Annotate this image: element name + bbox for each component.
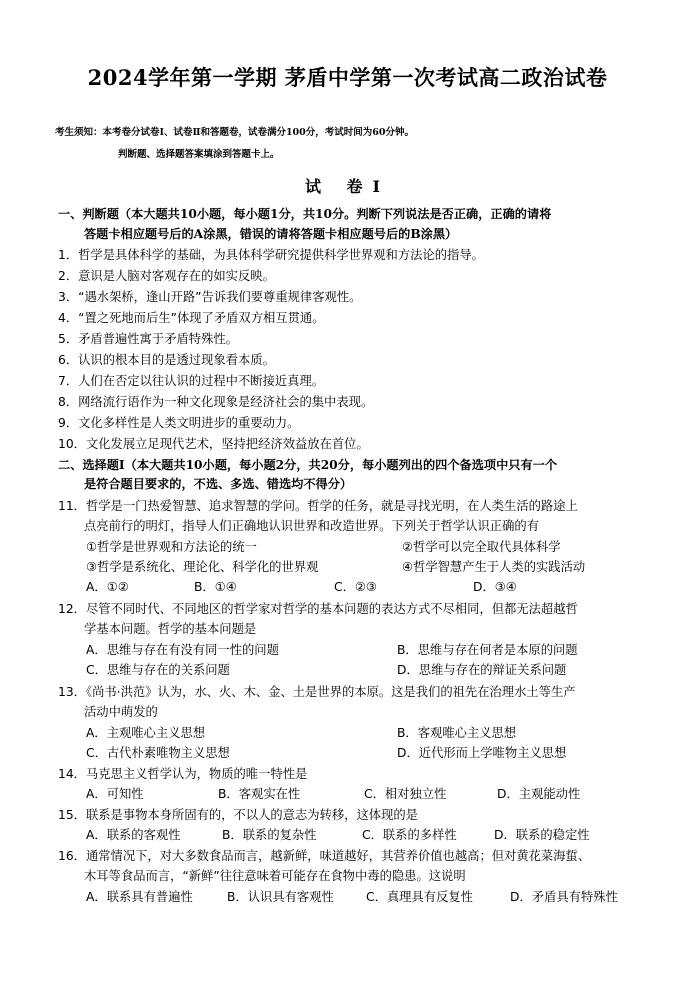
judge-item-6: 6．认识的根本目的是透过现象看本质。 xyxy=(58,353,275,367)
q16-stem-line2: 木耳等食品而言，“新鲜”往往意味着可能存在食物中毒的隐患。这说明 xyxy=(84,869,466,883)
judge-item-8: 8．网络流行语作为一种文化现象是经济社会的集中表现。 xyxy=(58,395,374,409)
q12-option-c: C．思维与存在的关系问题 xyxy=(86,663,230,677)
exam-title: 2024学年第一学期 茅盾中学第一次考试高二政治试卷 xyxy=(87,65,608,90)
q11-option-d: D．③④ xyxy=(473,580,517,594)
judge-item-2: 2．意识是人脑对客观存在的如实反映。 xyxy=(58,269,275,283)
q12-stem-line1: 12．尽管不同时代、不同地区的哲学家对哲学的基本问题的表达方式不尽相同，但都无法超越哲 xyxy=(58,602,578,616)
q12-stem-line2: 学基本问题。哲学的基本问题是 xyxy=(84,622,257,636)
judge-item-7: 7．人们在否定以往认识的过程中不断接近真理。 xyxy=(58,374,325,388)
q16-option-b: B．认识具有客观性 xyxy=(227,890,334,904)
q11-option-c: C．②③ xyxy=(334,580,377,594)
q13-option-c: C．古代朴素唯物主义思想 xyxy=(86,746,230,760)
judge-item-1: 1．哲学是具体科学的基础，为具体科学研究提供科学世界观和方法论的指导。 xyxy=(58,248,484,262)
q11-statement-4: ④哲学智慧产生于人类的实践活动 xyxy=(402,560,586,574)
q16-option-d: D．矛盾具有特殊性 xyxy=(510,890,618,904)
notice-line-1: 考生须知：本考卷分试卷Ⅰ、试卷Ⅱ和答题卷，试卷满分100分，考试时间为60分钟。 xyxy=(55,127,415,138)
judge-item-4: 4．“置之死地而后生”体现了矛盾双方相互贯通。 xyxy=(58,311,325,325)
q14-option-a: A．可知性 xyxy=(86,787,144,801)
q15-option-d: D．联系的稳定性 xyxy=(494,828,590,842)
q16-option-a: A．联系具有普遍性 xyxy=(86,890,193,904)
q14-option-c: C．相对独立性 xyxy=(364,787,447,801)
q14-option-b: B．客观实在性 xyxy=(218,787,301,801)
q12-option-b: B．思维与存在何者是本原的问题 xyxy=(397,643,578,657)
part1-heading-line2: 答题卡相应题号后的A涂黑，错误的请将答题卡相应题号后的B涂黑） xyxy=(84,227,458,241)
q12-option-a: A．思维与存在有没有同一性的问题 xyxy=(86,643,279,657)
q15-option-a: A．联系的客观性 xyxy=(86,828,181,842)
part1-heading-line1: 一、判断题（本大题共10小题，每小题1分，共10分。判断下列说法是否正确，正确的请将 xyxy=(58,207,552,221)
q16-option-c: C．真理具有反复性 xyxy=(366,890,473,904)
q12-option-d: D．思维与存在的辩证关系问题 xyxy=(397,663,567,677)
q15-option-b: B．联系的复杂性 xyxy=(222,828,317,842)
q13-option-a: A．主观唯心主义思想 xyxy=(86,726,206,740)
q11-stem-line2: 点亮前行的明灯，指导人们正确地认识世界和改造世界。下列关于哲学认识正确的有 xyxy=(84,519,539,533)
q11-statement-2: ②哲学可以完全取代具体科学 xyxy=(402,540,561,554)
q11-statement-1: ①哲学是世界观和方法论的统一 xyxy=(86,540,257,554)
q13-stem-line1: 13．《尚书·洪范》认为，水、火、木、金、土是世界的本原。这是我们的祖先在治理水土等生产 xyxy=(58,685,576,699)
q13-option-b: B．客观唯心主义思想 xyxy=(397,726,517,740)
section-title: 试 卷Ⅰ xyxy=(304,177,391,196)
q13-option-d: D．近代形而上学唯物主义思想 xyxy=(397,746,567,760)
q11-stem-line1: 11．哲学是一门热爱智慧、追求智慧的学问。哲学的任务，就是寻找光明，在人类生活的路途上 xyxy=(58,499,578,513)
judge-item-5: 5．矛盾普遍性寓于矛盾特殊性。 xyxy=(58,332,238,346)
q15-option-c: C．联系的多样性 xyxy=(362,828,457,842)
q11-option-a: A．①② xyxy=(86,580,129,594)
q11-statement-3: ③哲学是系统化、理论化、科学化的世界观 xyxy=(86,560,319,574)
q14-option-d: D．主观能动性 xyxy=(497,787,581,801)
q14-stem: 14．马克思主义哲学认为，物质的唯一特性是 xyxy=(58,767,308,781)
part2-heading-line2: 是符合题目要求的，不选、多选、错选均不得分） xyxy=(84,477,353,491)
part2-heading-line1: 二、选择题Ⅰ（本大题共10小题，每小题2分，共20分，每小题列出的四个备选项中只有一个 xyxy=(58,458,558,472)
judge-item-9: 9．文化多样性是人类文明进步的重要动力。 xyxy=(58,416,300,430)
q11-option-b: B．①④ xyxy=(194,580,237,594)
judge-item-10: 10．文化发展立足现代艺术，坚持把经济效益放在首位。 xyxy=(58,437,369,451)
q16-stem-line1: 16．通常情况下，对大多数食品而言，越新鲜，味道越好，其营养价值也越高；但对黄花菜海蜇、 xyxy=(58,849,591,863)
q13-stem-line2: 活动中萌发的 xyxy=(84,705,158,719)
notice-line-2: 判断题、选择题答案填涂到答题卡上。 xyxy=(118,149,280,160)
judge-item-3: 3．“遇水架桥，逢山开路”告诉我们要尊重规律客观性。 xyxy=(58,290,362,304)
q15-stem: 15．联系是事物本身所固有的，不以人的意志为转移，这体现的是 xyxy=(58,808,418,822)
